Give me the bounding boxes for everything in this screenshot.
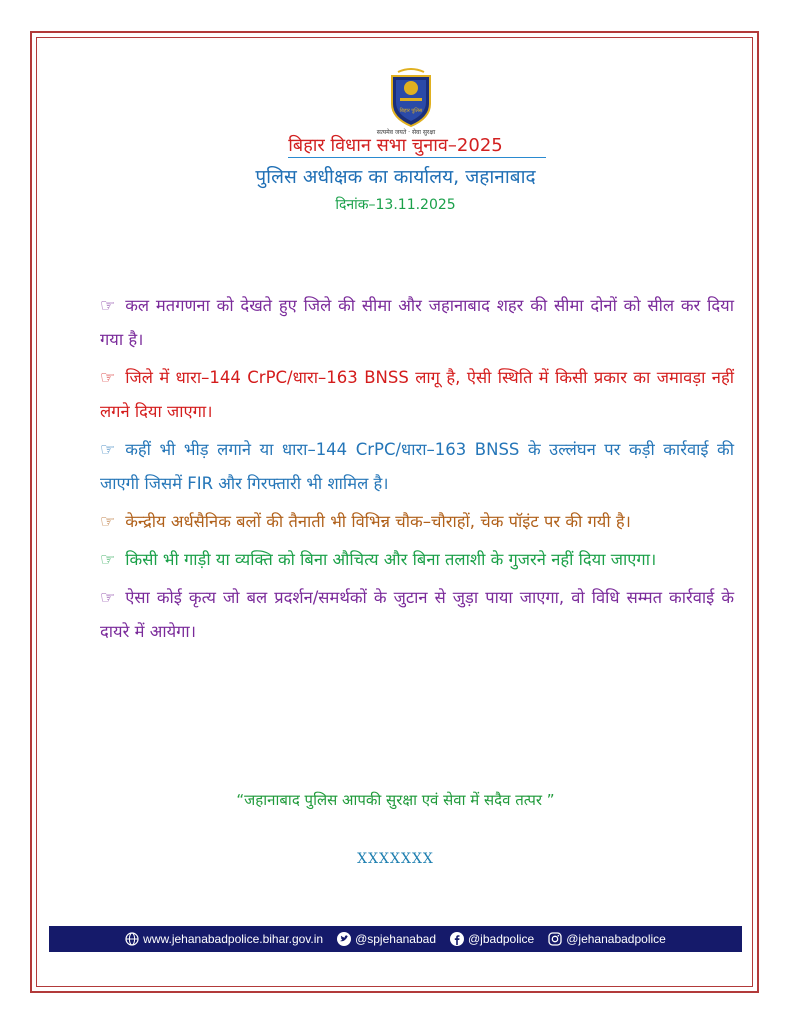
bullet-text: केन्द्रीय अर्धसैनिक बलों की तैनाती भी विभिन्न चौक–चौराहों, चेक पॉइंट पर की गयी है। [125, 512, 631, 531]
twitter-handle[interactable]: @spjehanabad [355, 932, 436, 946]
bullet-item [100, 433, 734, 501]
footer-website[interactable] [125, 932, 323, 946]
emblem-motto: सत्यमेव जयते · सेवा सुरक्षा [376, 129, 436, 136]
svg-text:बिहार पुलिस: बिहार पुलिस [399, 108, 423, 114]
instagram-icon [548, 932, 562, 946]
website-link[interactable]: www.jehanabadpolice.bihar.gov.in [143, 932, 324, 946]
pointing-hand-icon: ☞ [100, 440, 116, 460]
notice-bullet-list [100, 289, 734, 653]
office-title: पुलिस अधीक्षक का कार्यालय, जहानाबाद [255, 166, 536, 188]
pointing-hand-icon: ☞ [100, 512, 116, 532]
footer-facebook[interactable] [450, 932, 534, 946]
pointing-hand-icon: ☞ [100, 550, 116, 570]
bullet-text: कहीं भी भीड़ लगाने या धारा–144 CrPC/धारा–163 BNSS के उल्लंघन पर कड़ी कार्रवाई की जाएगी जिसमें FIR और गिरफ्तारी भी शामिल है। [100, 440, 734, 493]
bullet-text: ऐसा कोई कृत्य जो बल प्रदर्शन/समर्थकों के जुटान से जुड़ा पाया जाएगा, वो विधि सम्मत कार्रवाई के दायरे में आयेगा। [100, 588, 734, 641]
footer-instagram[interactable] [548, 932, 666, 946]
pointing-hand-icon: ☞ [100, 588, 116, 608]
footer-twitter[interactable] [337, 932, 436, 946]
bihar-police-emblem-icon [386, 66, 436, 128]
bullet-item [100, 581, 734, 649]
bullet-text: जिले में धारा–144 CrPC/धारा–163 BNSS लागू है, ऐसी स्थिति में किसी प्रकार का जमावड़ा नहीं लगने दिया जाएगा। [100, 368, 734, 421]
instagram-handle[interactable]: @jehanabadpolice [566, 932, 666, 946]
bullet-item [100, 505, 734, 539]
globe-icon [125, 932, 139, 946]
pointing-hand-icon: ☞ [100, 296, 116, 316]
twitter-icon [337, 932, 351, 946]
facebook-icon [450, 932, 464, 946]
bullet-text: किसी भी गाड़ी या व्यक्ति को बिना औचित्य और बिना तलाशी के गुजरने नहीं दिया जाएगा। [125, 550, 657, 569]
bullet-text: कल मतगणना को देखते हुए जिले की सीमा और जहानाबाद शहर की सीमा दोनों को सील कर दिया गया है। [100, 296, 734, 349]
bullet-item [100, 289, 734, 357]
bullet-item [100, 361, 734, 429]
facebook-handle[interactable]: @jbadpolice [468, 932, 535, 946]
election-title: बिहार विधान सभा चुनाव–2025 [288, 135, 503, 156]
bullet-item [100, 543, 734, 577]
pointing-hand-icon: ☞ [100, 368, 116, 388]
police-slogan: “जहानाबाद पुलिस आपकी सुरक्षा एवं सेवा में सदैव तत्पर ” [236, 791, 555, 809]
notice-date: दिनांक–13.11.2025 [335, 197, 456, 213]
signature: XXXXXXX [357, 851, 434, 867]
footer-bar [49, 926, 742, 952]
title-divider [288, 157, 546, 158]
